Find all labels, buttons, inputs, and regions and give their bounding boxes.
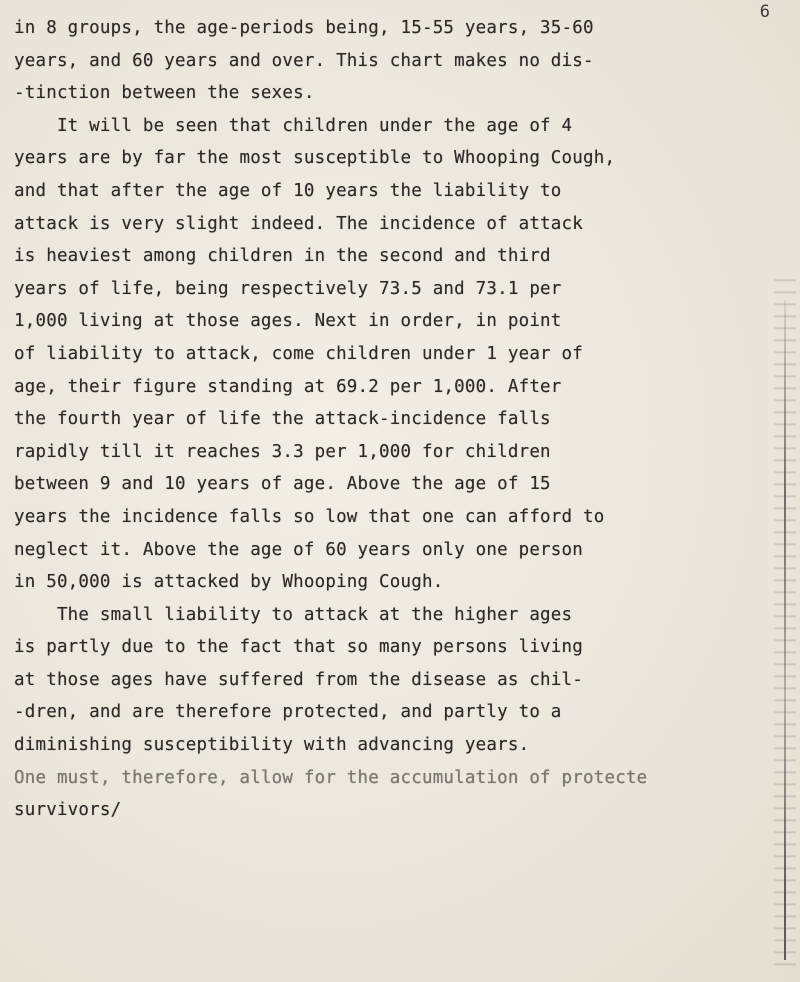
text-line: the fourth year of life the attack-incidence falls <box>14 409 551 430</box>
text-line: rapidly till it reaches 3.3 per 1,000 for children <box>14 441 551 462</box>
text-line: years, and 60 years and over. This chart makes no dis- <box>14 50 594 71</box>
text-line: attack is very slight indeed. The incidence of attack <box>14 213 584 234</box>
text-line: diminishing susceptibility with advancing years. <box>14 735 530 756</box>
text-line: One must, therefore, allow for the accumulation of protecte <box>14 767 648 788</box>
text-line: years are by far the most susceptible to Whooping Cough, <box>14 148 616 169</box>
page-edge-line <box>784 300 786 960</box>
text-line: The small liability to attack at the higher ages <box>14 604 573 625</box>
text-line: years the incidence falls so low that one can afford to <box>14 506 605 527</box>
text-line: 1,000 living at those ages. Next in order, in point <box>14 311 562 332</box>
text-line: in 8 groups, the age-periods being, 15-55 years, 35-60 <box>14 18 594 38</box>
text-line: neglect it. Above the age of 60 years only one person <box>14 539 584 560</box>
page-corner-mark: 6 <box>759 2 770 22</box>
text-line: -dren, and are therefore protected, and partly to a <box>14 702 562 723</box>
text-line: is partly due to the fact that so many persons living <box>14 637 584 658</box>
text-line: in 50,000 is attacked by Whooping Cough. <box>14 572 444 593</box>
text-line: age, their figure standing at 69.2 per 1,000. After <box>14 376 562 397</box>
text-line: at those ages have suffered from the disease as chil- <box>14 669 584 690</box>
text-line: of liability to attack, come children under 1 year of <box>14 343 584 364</box>
text-line: between 9 and 10 years of age. Above the age of 15 <box>14 474 551 495</box>
text-line: -tinction between the sexes. <box>14 83 315 104</box>
text-line: years of life, being respectively 73.5 and 73.1 per <box>14 278 562 299</box>
text-line: and that after the age of 10 years the liability to <box>14 180 562 201</box>
text-line: It will be seen that children under the age of 4 <box>14 115 573 136</box>
text-line: survivors/ <box>14 800 122 821</box>
text-line: is heaviest among children in the second and third <box>14 246 551 267</box>
typed-text-body <box>14 12 774 827</box>
